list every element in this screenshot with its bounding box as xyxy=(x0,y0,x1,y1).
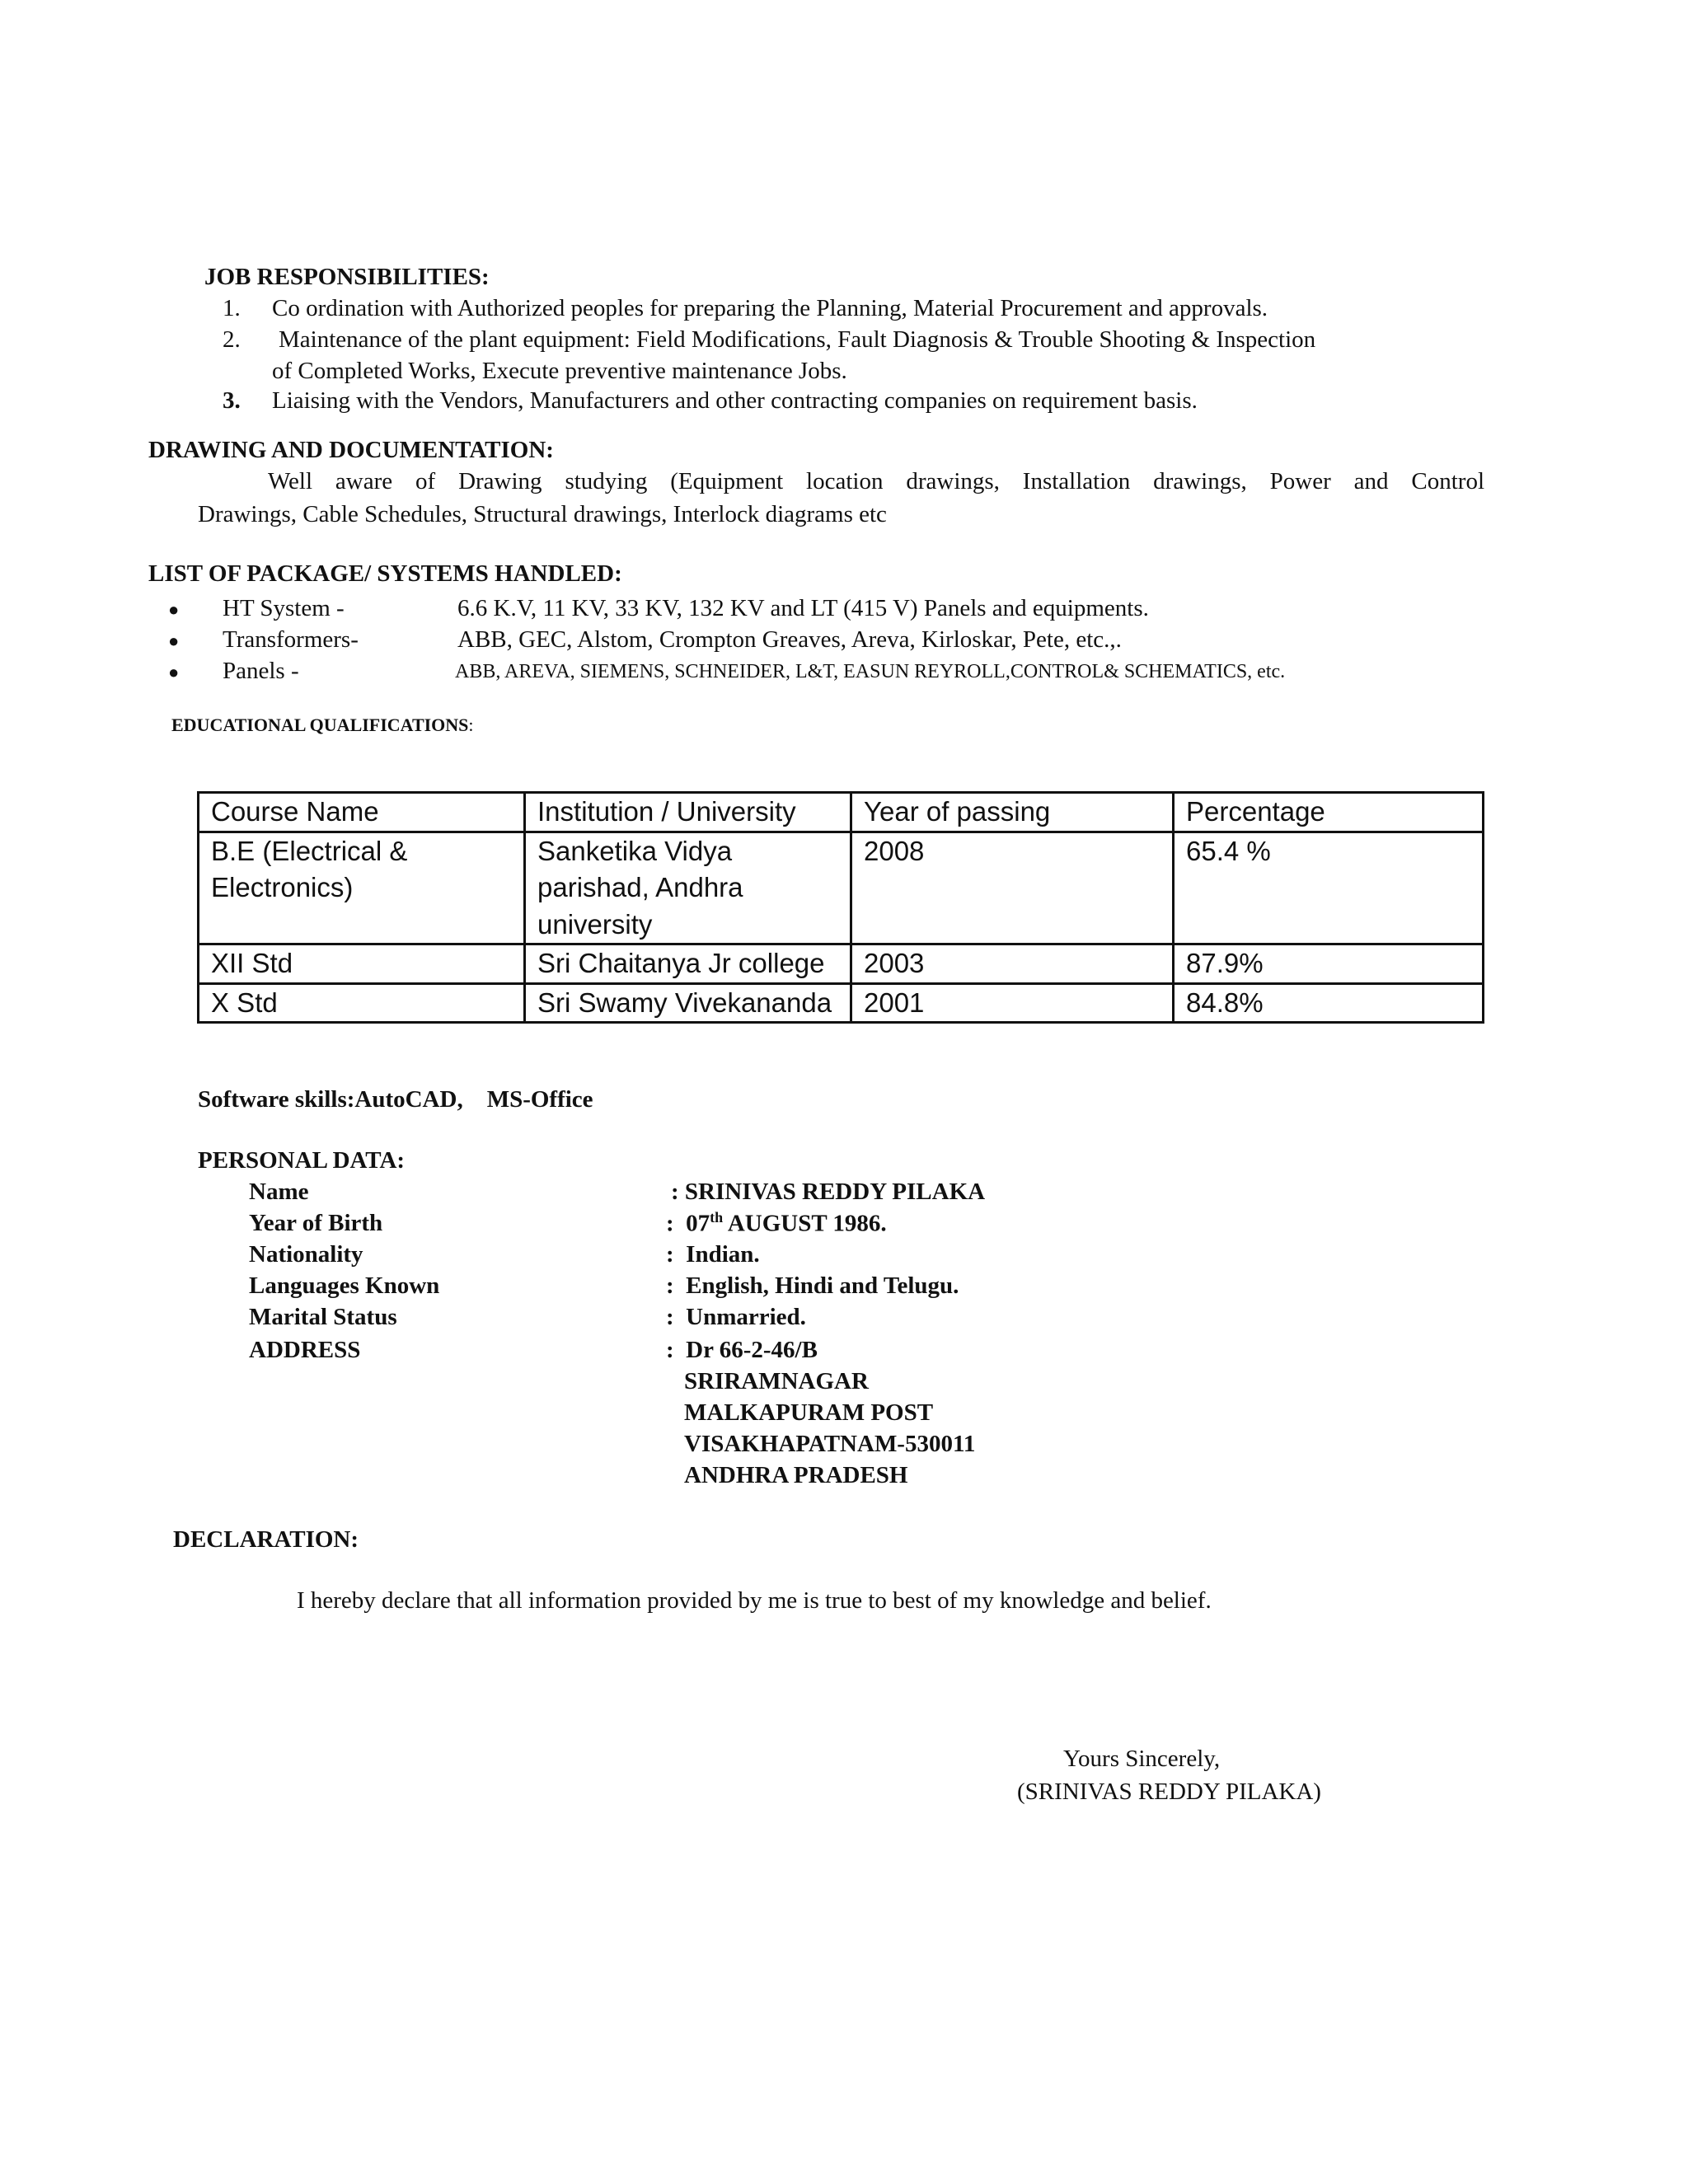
list-item-number: 3. xyxy=(223,387,241,414)
packages-title: LIST OF PACKAGE/ SYSTEMS HANDLED: xyxy=(148,560,622,587)
package-value: 6.6 K.V, 11 KV, 33 KV, 132 KV and LT (415 V) Panels and equipments. xyxy=(457,595,1149,621)
signature-name: (SRINIVAS REDDY PILAKA) xyxy=(1017,1779,1321,1805)
address-line: MALKAPURAM POST xyxy=(684,1399,934,1426)
table-header-cell: Percentage xyxy=(1174,793,1484,832)
list-item-number: 2. xyxy=(223,326,241,353)
table-header-cell: Year of passing xyxy=(851,793,1174,832)
education-title-colon: : xyxy=(468,715,474,735)
list-item: Liaising with the Vendors, Manufacturers and other contracting companies on requirement basis. xyxy=(272,387,1198,414)
personal-value: : SRINIVAS REDDY PILAKA xyxy=(671,1179,986,1205)
personal-data-title: PERSONAL DATA: xyxy=(198,1147,406,1174)
software-skills xyxy=(198,1085,593,1116)
table-cell: 2003 xyxy=(851,944,1174,984)
table-cell: 2008 xyxy=(851,832,1174,944)
list-item: Co ordination with Authorized peoples for preparing the Planning, Material Procurement and approvals. xyxy=(272,295,1268,321)
drawing-text-line: Well aware of Drawing studying (Equipment location drawings, Installation drawings, Power and Control xyxy=(268,468,1484,494)
software-skills-label: Software skills: xyxy=(198,1086,355,1113)
personal-value xyxy=(666,1208,887,1240)
education-title: EDUCATIONAL QUALIFICATIONS xyxy=(171,715,469,735)
address-line: SRIRAMNAGAR xyxy=(684,1368,869,1394)
table-cell: Sri Swamy Vivekananda xyxy=(525,983,851,1023)
table-row xyxy=(199,983,1484,1023)
personal-label: ADDRESS xyxy=(249,1337,361,1363)
address-line: ANDHRA PRADESH xyxy=(684,1462,908,1488)
table-header-cell: Institution / University xyxy=(525,793,851,832)
bullet-icon: ● xyxy=(168,599,180,620)
list-item-number: 1. xyxy=(223,295,241,321)
education-table xyxy=(197,791,1484,1024)
table-cell: 84.8% xyxy=(1174,983,1484,1023)
declaration-title: DECLARATION: xyxy=(173,1526,359,1553)
package-value: ABB, GEC, Alstom, Crompton Greaves, Areva, Kirloskar, Pete, etc.,. xyxy=(457,626,1122,653)
table-cell: 87.9% xyxy=(1174,944,1484,984)
personal-label: Year of Birth xyxy=(249,1210,383,1236)
table-cell: 65.4 % xyxy=(1174,832,1484,944)
software-skills-value: AutoCAD, MS-Office xyxy=(354,1086,593,1113)
package-label: Transformers- xyxy=(223,626,359,653)
closing-text: Yours Sincerely, xyxy=(1063,1746,1221,1772)
personal-value: : English, Hindi and Telugu. xyxy=(666,1272,959,1299)
job-responsibilities-title: JOB RESPONSIBILITIES: xyxy=(204,264,490,290)
personal-value: : Dr 66-2-46/B xyxy=(666,1337,818,1363)
bullet-icon: ● xyxy=(168,630,180,651)
package-value: ABB, AREVA, SIEMENS, SCHNEIDER, L&T, EASUN REYROLL,CONTROL& SCHEMATICS, etc. xyxy=(455,661,1286,682)
table-row xyxy=(199,944,1484,984)
list-item-continuation: of Completed Works, Execute preventive maintenance Jobs. xyxy=(272,358,847,384)
table-row xyxy=(199,832,1484,944)
personal-value: : Indian. xyxy=(666,1241,760,1268)
birth-month-year: AUGUST 1986. xyxy=(723,1210,887,1237)
birth-day-suffix: th xyxy=(710,1209,724,1226)
declaration-text: I hereby declare that all information provided by me is true to best of my knowledge and belief. xyxy=(297,1587,1212,1614)
drawing-documentation-title: DRAWING AND DOCUMENTATION: xyxy=(148,437,554,463)
package-label: Panels - xyxy=(223,658,299,684)
personal-label: Marital Status xyxy=(249,1304,397,1330)
table-cell: B.E (Electrical & Electronics) xyxy=(199,832,525,944)
table-header-row xyxy=(199,793,1484,832)
table-header-cell: Course Name xyxy=(199,793,525,832)
personal-label: Languages Known xyxy=(249,1272,440,1299)
table-cell: Sri Chaitanya Jr college xyxy=(525,944,851,984)
birth-day: : 07 xyxy=(666,1210,710,1237)
table-cell: XII Std xyxy=(199,944,525,984)
table-cell: X Std xyxy=(199,983,525,1023)
bullet-icon: ● xyxy=(168,662,180,682)
education-title-wrap xyxy=(171,714,474,738)
personal-label: Nationality xyxy=(249,1241,363,1268)
list-item: Maintenance of the plant equipment: Field Modifications, Fault Diagnosis & Trouble Shooting & Inspection xyxy=(279,326,1316,353)
drawing-text-line: Drawings, Cable Schedules, Structural drawings, Interlock diagrams etc xyxy=(198,501,887,527)
personal-value: : Unmarried. xyxy=(666,1304,806,1330)
table-cell: Sanketika Vidya parishad, Andhra university xyxy=(525,832,851,944)
package-label: HT System - xyxy=(223,595,345,621)
personal-label: Name xyxy=(249,1179,309,1205)
table-cell: 2001 xyxy=(851,983,1174,1023)
address-line: VISAKHAPATNAM-530011 xyxy=(684,1431,976,1457)
